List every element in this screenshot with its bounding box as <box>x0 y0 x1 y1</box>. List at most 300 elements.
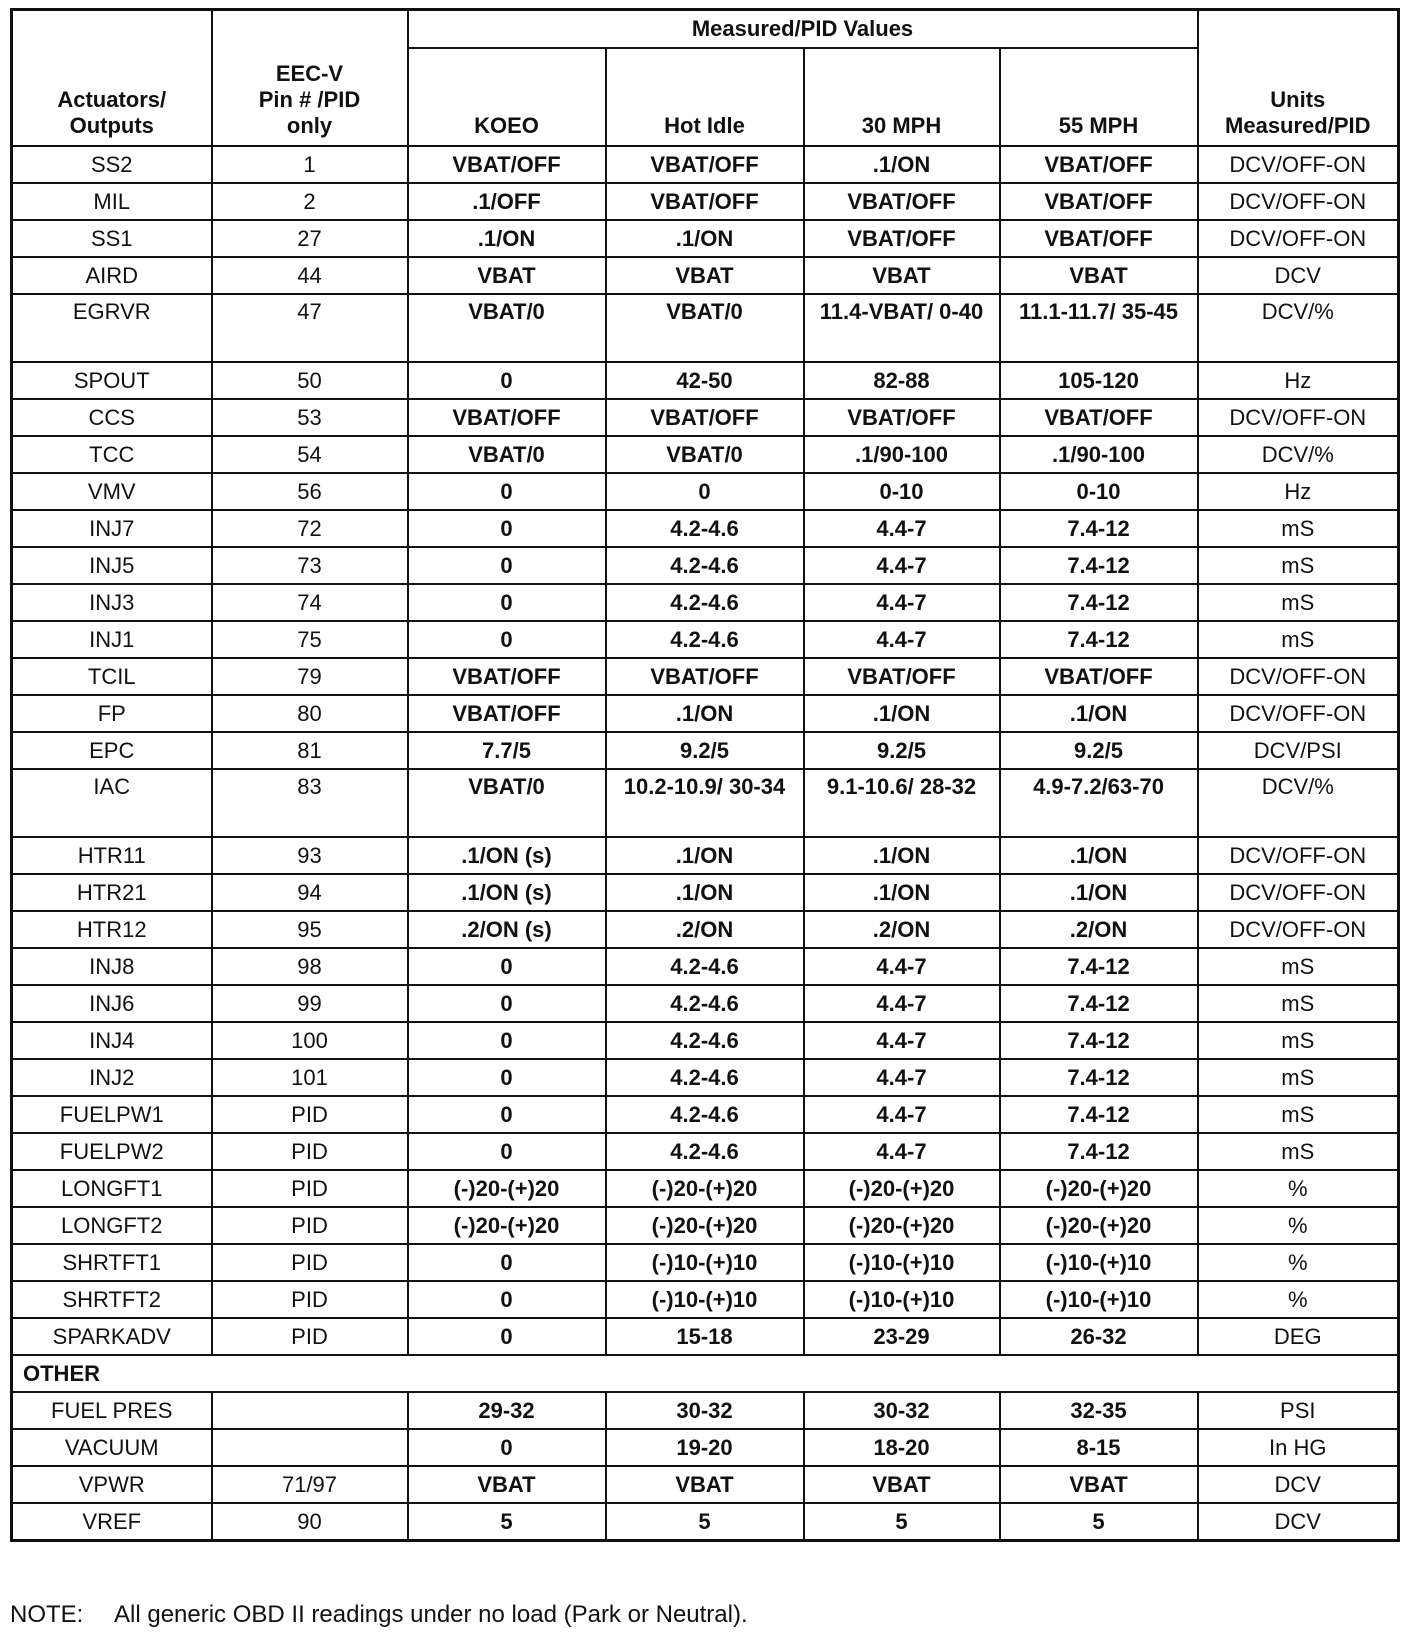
cell-koeo: 0 <box>408 1429 606 1466</box>
other-section-label: OTHER <box>12 1355 1399 1392</box>
table-row <box>12 1096 1399 1133</box>
cell-koeo: VBAT/OFF <box>408 695 606 732</box>
cell-55-mph: .1/ON <box>1000 837 1198 874</box>
cell-koeo: 0 <box>408 1022 606 1059</box>
cell-units: mS <box>1198 1096 1399 1133</box>
cell-units: DCV/OFF-ON <box>1198 183 1399 220</box>
cell-pin: 54 <box>212 436 408 473</box>
cell-koeo: 0 <box>408 584 606 621</box>
cell-55-mph: 7.4-12 <box>1000 948 1198 985</box>
cell-actuator: LONGFT2 <box>12 1207 212 1244</box>
cell-pin: PID <box>212 1096 408 1133</box>
other-section-row <box>12 1355 1399 1392</box>
cell-hot-idle: 15-18 <box>606 1318 804 1355</box>
table-row <box>12 1022 1399 1059</box>
note-label: NOTE: <box>10 1601 84 1628</box>
header-pin <box>212 10 408 147</box>
cell-55-mph: 4.9-7.2/63-70 <box>1000 769 1198 837</box>
cell-pin: 75 <box>212 621 408 658</box>
cell-koeo: VBAT <box>408 257 606 294</box>
cell-koeo: 0 <box>408 1318 606 1355</box>
cell-units: DCV/OFF-ON <box>1198 837 1399 874</box>
cell-units: % <box>1198 1281 1399 1318</box>
cell-hot-idle: 4.2-4.6 <box>606 621 804 658</box>
cell-pin: 79 <box>212 658 408 695</box>
cell-koeo: VBAT <box>408 1466 606 1503</box>
cell-hot-idle: (-)10-(+)10 <box>606 1244 804 1281</box>
cell-pin: 47 <box>212 294 408 362</box>
cell-units: In HG <box>1198 1429 1399 1466</box>
cell-hot-idle: (-)10-(+)10 <box>606 1281 804 1318</box>
cell-30-mph: 4.4-7 <box>804 510 1000 547</box>
cell-units: PSI <box>1198 1392 1399 1429</box>
cell-pin: 100 <box>212 1022 408 1059</box>
cell-pin: 72 <box>212 510 408 547</box>
cell-koeo: .1/ON (s) <box>408 837 606 874</box>
cell-30-mph: VBAT <box>804 1466 1000 1503</box>
cell-pin: PID <box>212 1281 408 1318</box>
cell-30-mph: 30-32 <box>804 1392 1000 1429</box>
cell-koeo: 0 <box>408 1096 606 1133</box>
table-row <box>12 732 1399 769</box>
cell-pin: 1 <box>212 146 408 183</box>
cell-hot-idle: (-)20-(+)20 <box>606 1207 804 1244</box>
cell-hot-idle: .1/ON <box>606 695 804 732</box>
cell-pin: 95 <box>212 911 408 948</box>
cell-koeo: 0 <box>408 510 606 547</box>
cell-actuator: FUEL PRES <box>12 1392 212 1429</box>
header-pin-line2: Pin # /PID <box>258 87 361 112</box>
header-55-mph: 55 MPH <box>1000 48 1198 146</box>
cell-55-mph: (-)10-(+)10 <box>1000 1281 1198 1318</box>
cell-koeo: .1/ON (s) <box>408 874 606 911</box>
cell-30-mph: 4.4-7 <box>804 621 1000 658</box>
cell-30-mph: 5 <box>804 1503 1000 1541</box>
table-row <box>12 1281 1399 1318</box>
cell-units: % <box>1198 1207 1399 1244</box>
cell-30-mph: 11.4-VBAT/ 0-40 <box>804 294 1000 362</box>
cell-actuator: VPWR <box>12 1466 212 1503</box>
header-measured-group: Measured/PID Values <box>408 10 1198 49</box>
cell-hot-idle: VBAT/OFF <box>606 399 804 436</box>
cell-hot-idle: 4.2-4.6 <box>606 584 804 621</box>
cell-hot-idle: .1/ON <box>606 220 804 257</box>
cell-koeo: 0 <box>408 1281 606 1318</box>
cell-units: DCV/% <box>1198 769 1399 837</box>
table-row <box>12 1133 1399 1170</box>
cell-pin: 74 <box>212 584 408 621</box>
cell-pin: PID <box>212 1170 408 1207</box>
cell-actuator: INJ8 <box>12 948 212 985</box>
cell-koeo: VBAT/OFF <box>408 399 606 436</box>
table-row <box>12 1318 1399 1355</box>
cell-30-mph: .1/ON <box>804 874 1000 911</box>
cell-units: DEG <box>1198 1318 1399 1355</box>
cell-koeo: 0 <box>408 547 606 584</box>
cell-koeo: .1/OFF <box>408 183 606 220</box>
cell-hot-idle: VBAT <box>606 1466 804 1503</box>
cell-pin <box>212 1392 408 1429</box>
cell-30-mph: VBAT <box>804 257 1000 294</box>
cell-55-mph: 105-120 <box>1000 362 1198 399</box>
cell-actuator: INJ6 <box>12 985 212 1022</box>
cell-30-mph: (-)20-(+)20 <box>804 1207 1000 1244</box>
cell-pin: 83 <box>212 769 408 837</box>
cell-actuator: EPC <box>12 732 212 769</box>
cell-actuator: FP <box>12 695 212 732</box>
table-row <box>12 1429 1399 1466</box>
cell-units: DCV/% <box>1198 436 1399 473</box>
cell-hot-idle: 4.2-4.6 <box>606 1059 804 1096</box>
cell-55-mph: 32-35 <box>1000 1392 1198 1429</box>
cell-hot-idle: VBAT/0 <box>606 294 804 362</box>
cell-units: mS <box>1198 1059 1399 1096</box>
cell-actuator: INJ2 <box>12 1059 212 1096</box>
cell-55-mph: VBAT <box>1000 1466 1198 1503</box>
cell-55-mph: 26-32 <box>1000 1318 1198 1355</box>
cell-hot-idle: VBAT/OFF <box>606 658 804 695</box>
cell-55-mph: VBAT/OFF <box>1000 399 1198 436</box>
cell-actuator: SPARKADV <box>12 1318 212 1355</box>
header-pin-line3: only <box>286 113 333 138</box>
footnote <box>10 1600 748 1630</box>
cell-30-mph: (-)10-(+)10 <box>804 1244 1000 1281</box>
header-units-line1: Units <box>1270 87 1326 112</box>
cell-pin: 81 <box>212 732 408 769</box>
cell-55-mph: 7.4-12 <box>1000 1133 1198 1170</box>
table-row <box>12 362 1399 399</box>
cell-55-mph: .1/90-100 <box>1000 436 1198 473</box>
table-row <box>12 399 1399 436</box>
cell-hot-idle: 9.2/5 <box>606 732 804 769</box>
cell-units: DCV/OFF-ON <box>1198 399 1399 436</box>
cell-actuator: VREF <box>12 1503 212 1541</box>
table-row <box>12 1503 1399 1541</box>
cell-55-mph: 7.4-12 <box>1000 621 1198 658</box>
cell-pin: 101 <box>212 1059 408 1096</box>
cell-pin: PID <box>212 1244 408 1281</box>
cell-pin: PID <box>212 1207 408 1244</box>
table-body <box>12 146 1399 1355</box>
cell-hot-idle: (-)20-(+)20 <box>606 1170 804 1207</box>
cell-pin: PID <box>212 1318 408 1355</box>
table-row <box>12 837 1399 874</box>
cell-actuator: FUELPW2 <box>12 1133 212 1170</box>
cell-koeo: VBAT/0 <box>408 294 606 362</box>
cell-actuator: HTR21 <box>12 874 212 911</box>
cell-30-mph: .1/ON <box>804 146 1000 183</box>
cell-units: mS <box>1198 985 1399 1022</box>
cell-koeo: VBAT/0 <box>408 769 606 837</box>
cell-hot-idle: .1/ON <box>606 837 804 874</box>
cell-30-mph: .2/ON <box>804 911 1000 948</box>
cell-pin: 53 <box>212 399 408 436</box>
cell-koeo: 0 <box>408 985 606 1022</box>
cell-pin: 50 <box>212 362 408 399</box>
cell-30-mph: 4.4-7 <box>804 584 1000 621</box>
cell-55-mph: 7.4-12 <box>1000 1059 1198 1096</box>
cell-koeo: (-)20-(+)20 <box>408 1207 606 1244</box>
cell-hot-idle: 4.2-4.6 <box>606 547 804 584</box>
cell-pin: 44 <box>212 257 408 294</box>
cell-55-mph: 9.2/5 <box>1000 732 1198 769</box>
cell-55-mph: .2/ON <box>1000 911 1198 948</box>
cell-pin: 93 <box>212 837 408 874</box>
cell-units: mS <box>1198 510 1399 547</box>
cell-units: mS <box>1198 621 1399 658</box>
cell-30-mph: VBAT/OFF <box>804 658 1000 695</box>
table-row <box>12 874 1399 911</box>
cell-actuator: SS1 <box>12 220 212 257</box>
cell-actuator: VACUUM <box>12 1429 212 1466</box>
cell-30-mph: .1/90-100 <box>804 436 1000 473</box>
cell-actuator: INJ1 <box>12 621 212 658</box>
cell-actuator: INJ4 <box>12 1022 212 1059</box>
table-row <box>12 658 1399 695</box>
pid-values-sheet <box>10 8 1397 1542</box>
table-row <box>12 769 1399 837</box>
cell-30-mph: VBAT/OFF <box>804 183 1000 220</box>
table-row <box>12 621 1399 658</box>
cell-hot-idle: 5 <box>606 1503 804 1541</box>
cell-pin: 90 <box>212 1503 408 1541</box>
cell-55-mph: VBAT/OFF <box>1000 146 1198 183</box>
cell-koeo: 0 <box>408 1244 606 1281</box>
cell-55-mph: 8-15 <box>1000 1429 1198 1466</box>
table-row <box>12 911 1399 948</box>
cell-hot-idle: .2/ON <box>606 911 804 948</box>
cell-30-mph: 4.4-7 <box>804 547 1000 584</box>
cell-units: mS <box>1198 948 1399 985</box>
cell-30-mph: 4.4-7 <box>804 985 1000 1022</box>
cell-units: Hz <box>1198 473 1399 510</box>
note-text: All generic OBD II readings under no load (Park or Neutral). <box>114 1601 748 1628</box>
table-row <box>12 584 1399 621</box>
cell-55-mph: 5 <box>1000 1503 1198 1541</box>
cell-actuator: AIRD <box>12 257 212 294</box>
cell-koeo: 0 <box>408 1059 606 1096</box>
table-row <box>12 473 1399 510</box>
cell-actuator: VMV <box>12 473 212 510</box>
cell-hot-idle: VBAT/0 <box>606 436 804 473</box>
table-row <box>12 1392 1399 1429</box>
cell-30-mph: (-)10-(+)10 <box>804 1281 1000 1318</box>
cell-koeo: VBAT/OFF <box>408 146 606 183</box>
cell-pin: 98 <box>212 948 408 985</box>
cell-hot-idle: VBAT/OFF <box>606 146 804 183</box>
cell-koeo: 0 <box>408 1133 606 1170</box>
cell-koeo: VBAT/OFF <box>408 658 606 695</box>
cell-pin: 80 <box>212 695 408 732</box>
header-30-mph: 30 MPH <box>804 48 1000 146</box>
cell-actuator: SHRTFT1 <box>12 1244 212 1281</box>
cell-units: Hz <box>1198 362 1399 399</box>
cell-55-mph: .1/ON <box>1000 695 1198 732</box>
cell-pin: 2 <box>212 183 408 220</box>
cell-koeo: 0 <box>408 948 606 985</box>
cell-30-mph: 4.4-7 <box>804 1022 1000 1059</box>
cell-30-mph: 82-88 <box>804 362 1000 399</box>
cell-units: DCV/OFF-ON <box>1198 911 1399 948</box>
cell-55-mph: (-)10-(+)10 <box>1000 1244 1198 1281</box>
cell-55-mph: VBAT <box>1000 257 1198 294</box>
cell-30-mph: 9.2/5 <box>804 732 1000 769</box>
cell-pin: PID <box>212 1133 408 1170</box>
cell-actuator: INJ7 <box>12 510 212 547</box>
table-row <box>12 547 1399 584</box>
cell-actuator: IAC <box>12 769 212 837</box>
cell-55-mph: 7.4-12 <box>1000 1022 1198 1059</box>
cell-actuator: TCIL <box>12 658 212 695</box>
cell-55-mph: 7.4-12 <box>1000 584 1198 621</box>
cell-hot-idle: 30-32 <box>606 1392 804 1429</box>
cell-units: DCV <box>1198 257 1399 294</box>
cell-koeo: 5 <box>408 1503 606 1541</box>
cell-hot-idle: 42-50 <box>606 362 804 399</box>
cell-30-mph: 23-29 <box>804 1318 1000 1355</box>
cell-30-mph: 4.4-7 <box>804 1059 1000 1096</box>
cell-actuator: FUELPW1 <box>12 1096 212 1133</box>
cell-units: DCV/OFF-ON <box>1198 695 1399 732</box>
cell-hot-idle: 19-20 <box>606 1429 804 1466</box>
cell-pin: 73 <box>212 547 408 584</box>
table-row <box>12 695 1399 732</box>
cell-actuator: SPOUT <box>12 362 212 399</box>
cell-actuator: MIL <box>12 183 212 220</box>
table-row <box>12 1244 1399 1281</box>
table-row <box>12 294 1399 362</box>
cell-hot-idle: 0 <box>606 473 804 510</box>
header-pin-line1: EEC-V <box>275 61 344 86</box>
cell-hot-idle: VBAT/OFF <box>606 183 804 220</box>
cell-units: DCV/OFF-ON <box>1198 658 1399 695</box>
header-actuators <box>12 10 212 147</box>
cell-actuator: CCS <box>12 399 212 436</box>
cell-koeo: .1/ON <box>408 220 606 257</box>
cell-pin: 56 <box>212 473 408 510</box>
cell-30-mph: 4.4-7 <box>804 1133 1000 1170</box>
cell-hot-idle: 4.2-4.6 <box>606 1133 804 1170</box>
cell-hot-idle: VBAT <box>606 257 804 294</box>
cell-units: mS <box>1198 547 1399 584</box>
cell-koeo: 0 <box>408 362 606 399</box>
cell-actuator: HTR12 <box>12 911 212 948</box>
table-row <box>12 1059 1399 1096</box>
cell-55-mph: (-)20-(+)20 <box>1000 1170 1198 1207</box>
cell-units: % <box>1198 1244 1399 1281</box>
cell-55-mph: 7.4-12 <box>1000 985 1198 1022</box>
cell-55-mph: VBAT/OFF <box>1000 220 1198 257</box>
cell-units: mS <box>1198 1133 1399 1170</box>
cell-30-mph: .1/ON <box>804 837 1000 874</box>
cell-pin <box>212 1429 408 1466</box>
cell-30-mph: (-)20-(+)20 <box>804 1170 1000 1207</box>
cell-units: mS <box>1198 1022 1399 1059</box>
cell-pin: 94 <box>212 874 408 911</box>
cell-units: DCV <box>1198 1503 1399 1541</box>
table-row <box>12 985 1399 1022</box>
header-units-line2: Measured/PID <box>1225 113 1371 138</box>
cell-30-mph: 9.1-10.6/ 28-32 <box>804 769 1000 837</box>
cell-pin: 71/97 <box>212 1466 408 1503</box>
cell-actuator: INJ3 <box>12 584 212 621</box>
cell-55-mph: 11.1-11.7/ 35-45 <box>1000 294 1198 362</box>
cell-55-mph: 0-10 <box>1000 473 1198 510</box>
header-hot-idle: Hot Idle <box>606 48 804 146</box>
cell-30-mph: 18-20 <box>804 1429 1000 1466</box>
table-row <box>12 183 1399 220</box>
cell-koeo: 7.7/5 <box>408 732 606 769</box>
cell-units: DCV/% <box>1198 294 1399 362</box>
cell-hot-idle: 10.2-10.9/ 30-34 <box>606 769 804 837</box>
cell-55-mph: VBAT/OFF <box>1000 183 1198 220</box>
cell-actuator: TCC <box>12 436 212 473</box>
table-row <box>12 436 1399 473</box>
cell-units: DCV/OFF-ON <box>1198 146 1399 183</box>
cell-actuator: HTR11 <box>12 837 212 874</box>
header-koeo: KOEO <box>408 48 606 146</box>
cell-55-mph: 7.4-12 <box>1000 510 1198 547</box>
cell-units: DCV/OFF-ON <box>1198 874 1399 911</box>
header-units <box>1198 10 1399 147</box>
cell-30-mph: 4.4-7 <box>804 948 1000 985</box>
cell-actuator: EGRVR <box>12 294 212 362</box>
cell-hot-idle: 4.2-4.6 <box>606 985 804 1022</box>
table-row <box>12 1170 1399 1207</box>
cell-55-mph: 7.4-12 <box>1000 1096 1198 1133</box>
cell-actuator: SS2 <box>12 146 212 183</box>
cell-30-mph: 0-10 <box>804 473 1000 510</box>
cell-30-mph: 4.4-7 <box>804 1096 1000 1133</box>
cell-hot-idle: 4.2-4.6 <box>606 510 804 547</box>
cell-hot-idle: 4.2-4.6 <box>606 1096 804 1133</box>
cell-koeo: 0 <box>408 621 606 658</box>
cell-55-mph: 7.4-12 <box>1000 547 1198 584</box>
header-actuators-line2: Outputs <box>69 113 154 138</box>
table-row <box>12 220 1399 257</box>
cell-30-mph: VBAT/OFF <box>804 399 1000 436</box>
cell-actuator: LONGFT1 <box>12 1170 212 1207</box>
cell-units: mS <box>1198 584 1399 621</box>
cell-units: % <box>1198 1170 1399 1207</box>
table-row <box>12 510 1399 547</box>
table-row <box>12 1207 1399 1244</box>
cell-30-mph: .1/ON <box>804 695 1000 732</box>
cell-55-mph: VBAT/OFF <box>1000 658 1198 695</box>
cell-koeo: (-)20-(+)20 <box>408 1170 606 1207</box>
cell-pin: 27 <box>212 220 408 257</box>
cell-30-mph: VBAT/OFF <box>804 220 1000 257</box>
cell-pin: 99 <box>212 985 408 1022</box>
cell-units: DCV <box>1198 1466 1399 1503</box>
table-row <box>12 257 1399 294</box>
cell-hot-idle: .1/ON <box>606 874 804 911</box>
table-row <box>12 948 1399 985</box>
cell-actuator: INJ5 <box>12 547 212 584</box>
other-section <box>12 1355 1399 1541</box>
cell-koeo: 29-32 <box>408 1392 606 1429</box>
cell-55-mph: (-)20-(+)20 <box>1000 1207 1198 1244</box>
table-row <box>12 146 1399 183</box>
table-header <box>12 10 1399 147</box>
cell-koeo: 0 <box>408 473 606 510</box>
cell-55-mph: .1/ON <box>1000 874 1198 911</box>
cell-koeo: VBAT/0 <box>408 436 606 473</box>
cell-hot-idle: 4.2-4.6 <box>606 1022 804 1059</box>
header-actuators-line1: Actuators/ <box>57 87 167 112</box>
cell-units: DCV/OFF-ON <box>1198 220 1399 257</box>
table-row <box>12 1466 1399 1503</box>
